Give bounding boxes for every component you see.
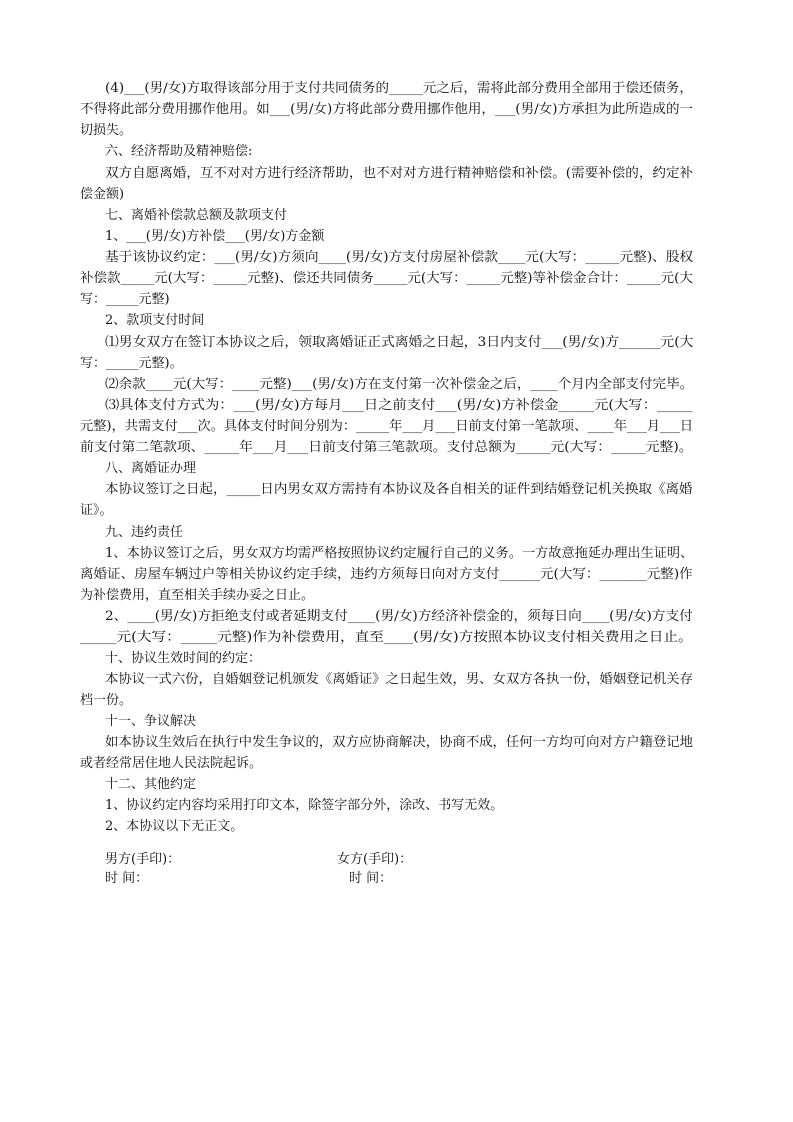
text-line: 2、款项支付时间 — [105, 313, 205, 328]
female-signature-label: 女方(手印)： — [337, 852, 413, 867]
text-line: 档一份。 — [80, 693, 133, 708]
male-time-label: 时 间： — [105, 871, 149, 886]
text-line: 1、___(男/女)方补偿___(男/女)方金额 — [105, 229, 325, 244]
text-line: 本协议一式六份，自婚姻登记机颁发《离婚证》之日起生效，男、女双方各执一份，婚姻登记机关存 — [105, 672, 694, 687]
text-line: ⑶具体支付方式为：___(男/女)方每月___日之前支付___(男/女)方补偿金_____元(大写：_____ — [105, 398, 693, 413]
text-line: 七、离婚补偿款总额及款项支付 — [105, 208, 288, 223]
text-line: ⑵余款____元(大写：____元整)___(男/女)方在支付第一次补偿金之后，____个月内全部支付完毕。 — [105, 377, 694, 392]
female-time-label: 时 间： — [349, 871, 393, 886]
text-line: 十一、争议解决 — [105, 714, 197, 729]
text-line: _____元(大写：_____元整)作为补偿费用，直至____(男/女)方按照本协议支付相关费用之日止。 — [80, 630, 693, 645]
text-line: ⑴男女双方在签订本协议之后，领取离婚证正式离婚之日起，3日内支付___(男/女)方______元(大 — [105, 335, 694, 350]
text-line: 1、本协议签订之后，男女双方均需严格按照协议约定履行自己的义务。一方故意拖延办理出生证明、 — [105, 546, 694, 561]
text-line: 切损失。 — [80, 123, 133, 138]
text-line: 补偿款_____元(大写：_____元整)、偿还共同债务_____元(大写：_____元整)等补偿金合计：_____元(大 — [80, 271, 693, 286]
text-line: 偿金额) — [80, 187, 125, 202]
text-line: 十二、其他约定 — [105, 777, 197, 792]
text-line: 六、经济帮助及精神赔偿: — [105, 144, 253, 159]
text-line: 写：_____元整)。 — [80, 356, 183, 371]
text-line: 如本协议生效后在执行中发生争议的，双方应协商解决，协商不成，任何一方均可向对方户籍登记地 — [105, 735, 694, 750]
text-line: 2、____(男/女)方拒绝支付或者延期支付____(男/女)方经济补偿金的，须每日向____(男/女)方支付 — [105, 609, 693, 624]
text-line: 证》。 — [80, 503, 113, 518]
text-line: 2、本协议以下无正文。 — [105, 819, 244, 834]
text-line: 或者经常居住地人民法院起诉。 — [80, 756, 263, 771]
text-line: (4)___(男/女)方取得该部分用于支付共同债务的_____元之后，需将此部分费用全部用于偿还债务， — [105, 81, 693, 96]
text-line: 十、协议生效时间的约定： — [105, 651, 262, 666]
text-line: 为补偿费用，直至相关手续办妥之日止。 — [80, 588, 315, 603]
text-line: 双方自愿离婚，互不对对方进行经济帮助，也不对对方进行精神赔偿和补偿。(需要补偿的，约定补 — [105, 166, 694, 181]
text-line: 写：_____元整) — [80, 292, 170, 307]
text-line: 离婚证、房屋车辆过户等相关协议约定手续，违约方须每日向对方支付______元(大写：_______元整)作 — [80, 567, 693, 582]
text-line: 基于该协议约定：___(男/女)方须向____(男/女)方支付房屋补偿款____元(大写：_____元整)、股权 — [105, 250, 694, 265]
text-line: 元整)，共需支付___次。具体支付时间分别为：_____年___月___日前支付第一笔款项、____年___月___日 — [80, 419, 694, 434]
text-line: 前支付第二笔款项、_____年___月___日前支付第三笔款项。支付总额为_____元(大写：_____元整)。 — [80, 440, 693, 455]
text-line: 不得将此部分费用挪作他用。如___(男/女)方将此部分费用挪作他用，___(男/女)方承担为此所造成的一 — [80, 102, 694, 117]
text-line: 八、离婚证办理 — [105, 461, 197, 476]
text-line: 九、违约责任 — [105, 525, 184, 540]
text-line: 本协议签订之日起，_____日内男女双方需持有本协议及各自相关的证件到结婚登记机关换取《离婚 — [105, 482, 693, 497]
text-line: 1、协议约定内容均采用打印文本，除签字部分外，涂改、书写无效。 — [105, 798, 504, 813]
male-signature-label: 男方(手印)： — [105, 852, 181, 867]
